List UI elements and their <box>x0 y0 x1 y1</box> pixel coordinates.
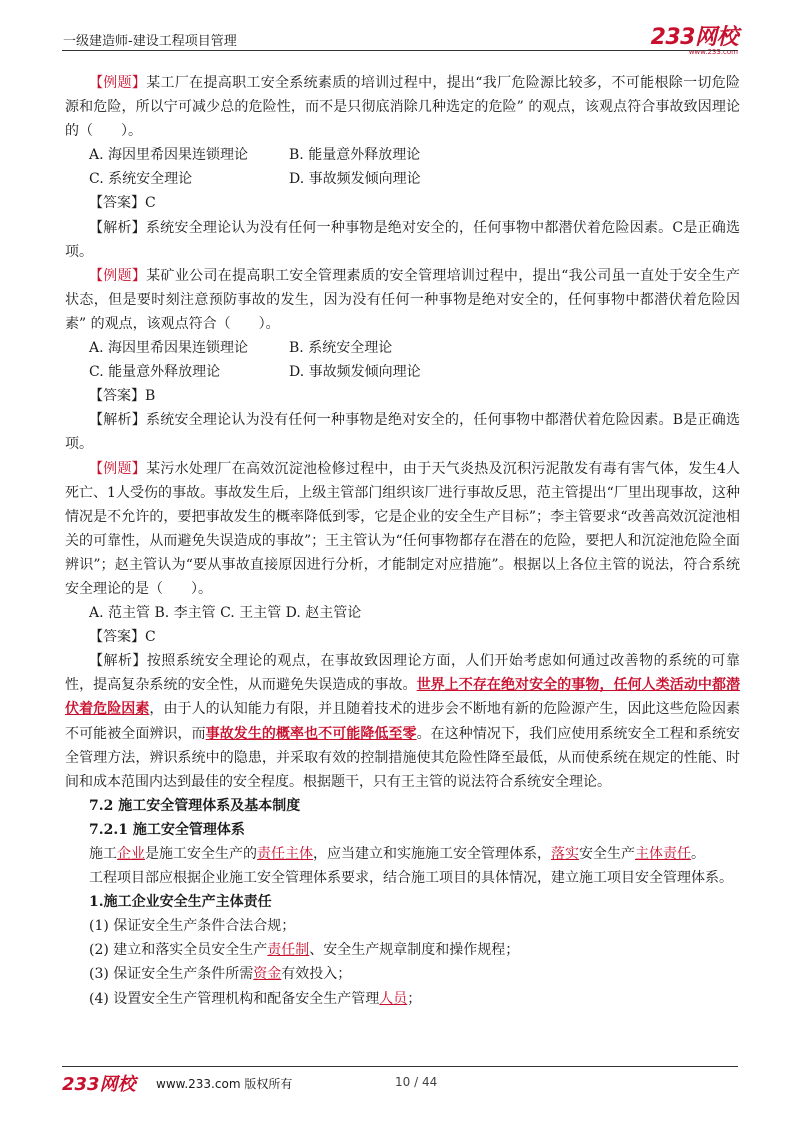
list-item <box>65 962 740 986</box>
body-text: ，应当建立和实施施工安全管理体系， <box>313 846 551 862</box>
answer-value: C <box>145 629 156 646</box>
section-heading: 7.2 施工安全管理体系及基本制度 <box>89 797 301 814</box>
question-2-options-row-2 <box>65 360 740 384</box>
answer-value: C <box>145 195 156 212</box>
highlight-text: 责任主体 <box>257 846 313 862</box>
question-1-answer <box>65 191 740 215</box>
page-number: 10 / 44 <box>395 1075 438 1089</box>
subsection-heading: 7.2.1 施工安全管理体系 <box>89 821 245 838</box>
highlight-text: 落实 <box>551 846 579 862</box>
option-c: C. 系统安全理论 <box>89 171 193 188</box>
question-3-options: A. 范主管 B. 李主管 C. 王主管 D. 赵主管论 <box>89 605 362 622</box>
example-tag: 【例题】 <box>89 460 147 477</box>
answer-value: B <box>145 388 156 405</box>
section-paragraph-1 <box>65 842 740 866</box>
question-2-answer <box>65 384 740 408</box>
option-c: C. 能量意外释放理论 <box>89 364 221 381</box>
question-text: 某矿业公司在提高职工安全管理素质的安全管理培训过程中，提出“我公司虽一直处于安全生产状态，但是要时刻注意预防事故的发生，因为没有任何一种事物是绝对安全的，任何事物中都潜伏着危险因素” 的观点，该观点符合（ ）。 <box>65 267 741 332</box>
analysis-label: 【解析】 <box>89 653 147 670</box>
footer-logo: 233网校 <box>62 1074 136 1095</box>
analysis-text: 。在这种情况下，我们应使用系统安全工程和系统安全管理方法，辨识系统中的隐患，并采取有效的控制措施使其危险性降至最低，从而使系统在规定的性能、时间和成本范围内达到最佳的安全程度。根据题干，只有王主管的说法符合系统安全理论。 <box>65 725 741 790</box>
body-text: 施工 <box>89 846 117 862</box>
body-text: 安全生产 <box>579 846 635 862</box>
footer-divider <box>62 1066 738 1067</box>
copyright-text: www.233.com 版权所有 <box>156 1077 293 1091</box>
logo-url: www.233.com <box>688 48 738 56</box>
question-2-analysis <box>65 408 740 456</box>
highlight-text: 人员 <box>379 990 408 1007</box>
highlight-text: 事故发生的概率也不可能降低至零 <box>205 725 417 742</box>
highlight-text: 企业 <box>117 846 145 862</box>
list-item <box>65 938 740 962</box>
question-2-stem <box>65 264 740 336</box>
body-text: 是施工安全生产的 <box>145 846 257 862</box>
list-item: (1) 保证安全生产条件合法合规； <box>89 918 296 935</box>
body-text: (4) 设置安全生产管理机构和配备安全生产管理 <box>89 990 380 1007</box>
option-a: A. 海因里希因果连锁理论 <box>89 147 249 164</box>
highlight-text: 世界上不存在绝对安全的事物，任何人类活动中都潜伏着危险因素 <box>65 677 741 718</box>
question-3-analysis <box>65 649 740 794</box>
list-heading: 1.施工企业安全生产主体责任 <box>89 894 272 911</box>
header-divider <box>62 50 738 51</box>
list-item <box>65 987 740 1011</box>
logo-text: 233网校 <box>650 25 738 50</box>
highlight-text: 资金 <box>253 966 282 983</box>
body-text: (2) 建立和落实全员安全生产 <box>89 942 268 959</box>
body-text: (3) 保证安全生产条件所需 <box>89 966 254 983</box>
option-d: D. 事故频发倾向理论 <box>289 364 421 381</box>
option-a: A. 海因里希因果连锁理论 <box>89 340 249 357</box>
example-tag: 【例题】 <box>89 267 147 284</box>
question-1-stem <box>65 71 740 143</box>
section-paragraph-2: 工程项目部应根据企业施工安全管理体系要求，结合施工项目的具体情况，建立施工项目安全管理体系。 <box>89 870 733 887</box>
body-text: 有效投入； <box>281 966 352 983</box>
question-text: 某工厂在提高职工安全系统素质的培训过程中，提出“我厂危险源比较多，不可能根除一切危险源和危险，所以宁可减少总的危险性，而不是只彻底消除几种选定的危险” 的观点，该观点符合事故致因理论的（ ）。 <box>65 75 741 140</box>
question-2-options-row-1 <box>65 336 740 360</box>
question-text: 某污水处理厂在高效沉淀池检修过程中，由于天气炎热及沉积污泥散发有毒有害气体，发生4人死亡、1人受伤的事故。事故发生后，上级主管部门组织该厂进行事故反思，范主管提出“厂里出现事故，这种情况是不允许的，要把事故发生的概率降低到零，它是企业的安全生产目标”；李主管要求“改善高效沉淀池相关的可靠性，从而避免失误造成的事故”；王主管认为“任何事物都存在潜在的危险，要把人和沉淀池危险全面辨识”；赵主管认为“要从事故直接原因进行分析，才能制定对应措施”。根据以上各位主管的说法，符合系统安全理论的是（ ）。 <box>65 460 741 597</box>
answer-label: 【答案】 <box>89 195 145 212</box>
option-b: B. 系统安全理论 <box>289 340 393 357</box>
question-1-options-row-2 <box>65 167 740 191</box>
analysis-text: 系统安全理论认为没有任何一种事物是绝对安全的，任何事物中都潜伏着危险因素。B是正确选项。 <box>65 412 740 453</box>
answer-label: 【答案】 <box>89 629 145 646</box>
body-text: 。 <box>691 846 705 862</box>
body-text: 、安全生产规章制度和操作规程； <box>309 942 520 959</box>
document-title: 一级建造师-建设工程项目管理 <box>63 34 237 49</box>
analysis-label: 【解析】 <box>89 219 146 236</box>
page-content <box>65 71 740 1011</box>
question-3-answer <box>65 625 740 649</box>
analysis-text: 系统安全理论认为没有任何一种事物是绝对安全的，任何事物中都潜伏着危险因素。C是正确选项。 <box>65 219 740 260</box>
option-d: D. 事故频发倾向理论 <box>289 171 421 188</box>
option-b: B. 能量意外释放理论 <box>289 147 421 164</box>
question-1-options-row-1 <box>65 143 740 167</box>
analysis-label: 【解析】 <box>89 412 146 429</box>
example-tag: 【例题】 <box>89 75 147 91</box>
analysis-text: 按照系统安全理论的观点，在事故致因理论方面，人们开始考虑如何通过改善物的系统的可靠性，提高复杂系统的安全性，从而避免失误造成的事故。 <box>65 653 741 694</box>
question-1-analysis <box>65 216 740 264</box>
analysis-text: ，由于人的认知能力有限，并且随着技术的进步会不断地有新的危险源产生，因此这些危险因素不可能被全面辨识，而 <box>65 701 741 742</box>
highlight-text: 责任制 <box>267 942 310 959</box>
question-3-stem <box>65 457 740 602</box>
highlight-text: 主体责任 <box>635 846 691 862</box>
answer-label: 【答案】 <box>89 388 145 405</box>
body-text: ； <box>407 990 422 1007</box>
